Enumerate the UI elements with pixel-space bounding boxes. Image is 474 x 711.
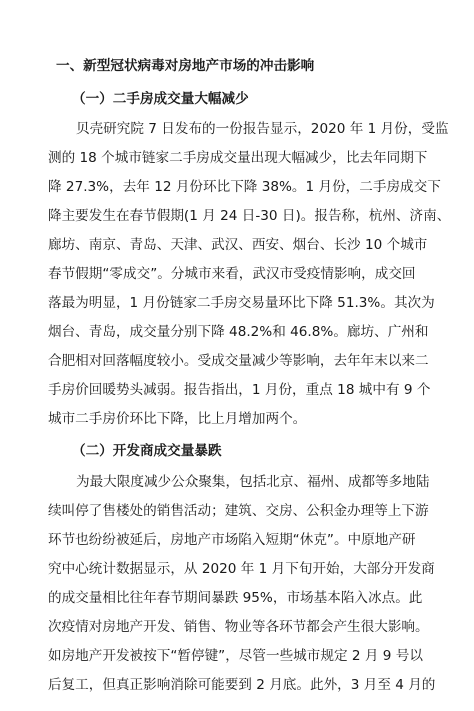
paragraph-line: 降 27.3%，去年 12 月份环比下降 38%。1 月份，二手房成交下 [48, 179, 441, 195]
section-heading: 一、新型冠状病毒对房地产市场的冲击影响 [56, 58, 315, 74]
paragraph-line: 廊坊、南京、青岛、天津、武汉、西安、烟台、长沙 10 个城市 [48, 237, 428, 253]
subsection-heading: （一）二手房成交量大幅减少 [72, 91, 249, 107]
paragraph-line: 手房价回暖势头减弱。报告指出，1 月份，重点 18 城中有 9 个 [48, 382, 431, 398]
paragraph-line: 春节假期“零成交”。分城市来看，武汉市受疫情影响，成交回 [48, 266, 416, 282]
paragraph-line: 环节也纷纷被延后，房地产市场陷入短期“休克”。中原地产研 [48, 532, 416, 548]
paragraph-line: 城市二手房价环比下降，比上月增加两个。 [48, 411, 307, 427]
paragraph-line: 如房地产开发被按下“暂停键”，尽管一些城市规定 2 月 9 号以 [48, 648, 423, 664]
paragraph-line: 续叫停了售楼处的销售活动；建筑、交房、公积金办理等上下游 [48, 503, 429, 519]
paragraph-line: 烟台、青岛，成交量分别下降 48.2%和 46.8%。廊坊、广州和 [48, 324, 429, 340]
paragraph-line: 后复工，但真正影响消除可能要到 2 月底。此外，3 月至 4 月的 [48, 677, 436, 693]
paragraph-line: 究中心统计数据显示，从 2020 年 1 月下旬开始，大部分开发商 [48, 561, 435, 577]
paragraph-line: 为最大限度减少公众聚集，包括北京、福州、成都等多地陆 [76, 474, 430, 490]
subsection-heading: （二）开发商成交量暴跌 [72, 443, 222, 459]
paragraph-line: 落最为明显，1 月份链家二手房交易量环比下降 51.3%。其次为 [48, 295, 435, 311]
paragraph-line: 测的 18 个城市链家二手房成交量出现大幅减少，比去年同期下 [48, 150, 428, 166]
paragraph-line: 贝壳研究院 7 日发布的一份报告显示，2020 年 1 月份，受监 [76, 121, 449, 137]
paragraph-line: 次疫情对房地产开发、销售、物业等各环节都会产生很大影响。 [48, 619, 429, 635]
paragraph-line: 合肥相对回落幅度较小。受成交量减少等影响，去年年末以来二 [48, 353, 429, 369]
paragraph-line: 降主要发生在春节假期(1 月 24 日-30 日)。报告称，杭州、济南、 [48, 208, 451, 224]
paragraph-line: 的成交量相比往年春节期间暴跌 95%，市场基本陷入冰点。此 [48, 590, 423, 606]
